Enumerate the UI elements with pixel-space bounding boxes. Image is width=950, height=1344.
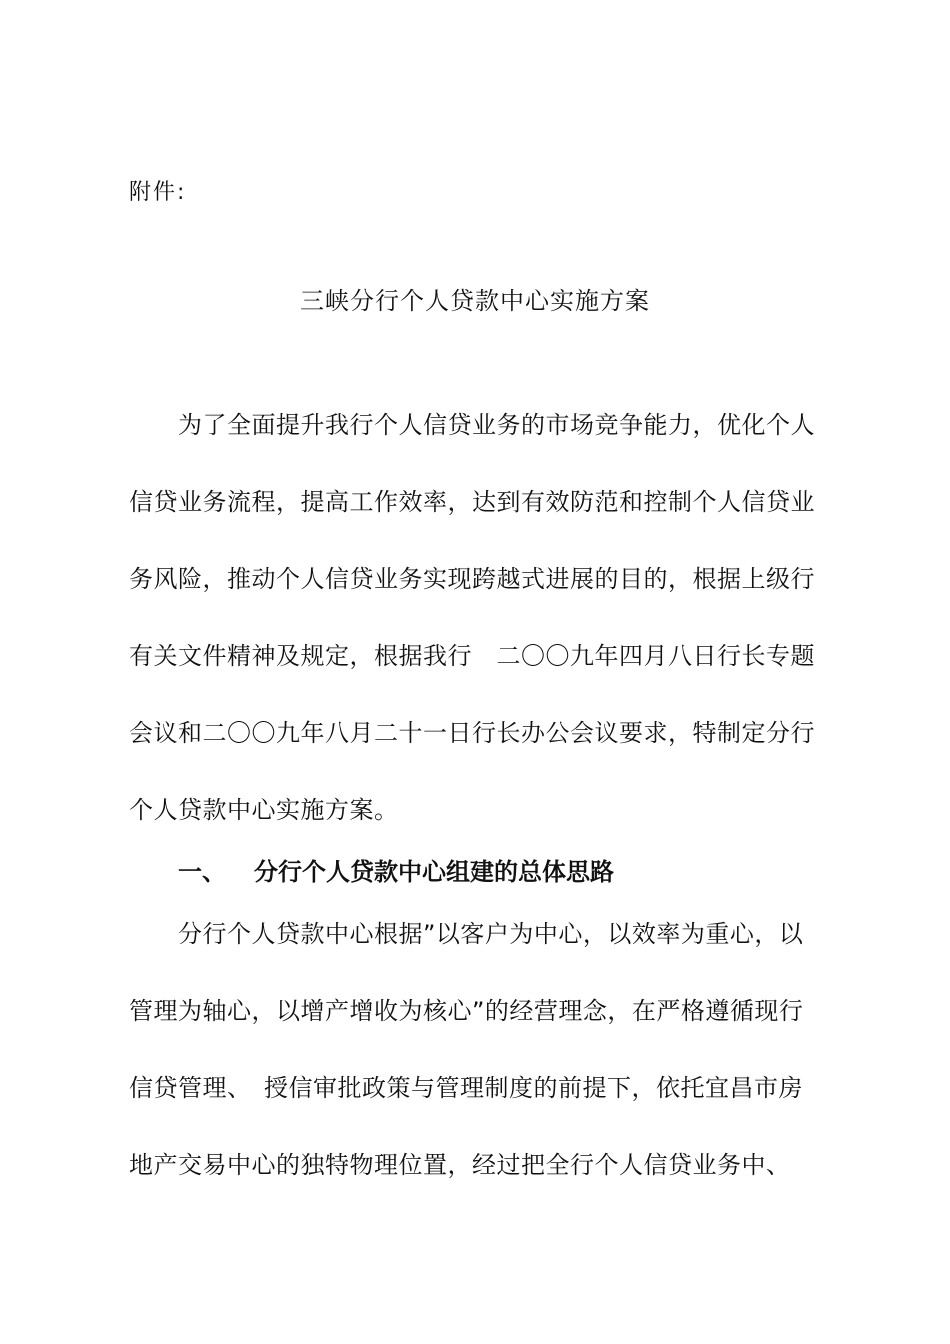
section-heading-1 [178,855,614,889]
intro-line-3: 务风险，推动个人信贷业务实现跨越式进展的目的，根据上级行 [129,565,815,593]
intro-line-2: 信贷业务流程，提高工作效率，达到有效防范和控制个人信贷业 [129,488,815,516]
section-number: 一、 [178,858,226,886]
intro-line-5: 会议和二〇〇九年八月二十一日行长办公会议要求，特制定分行 [129,719,815,747]
attachment-label: 附件: [129,180,187,205]
section1-line-3: 信贷管理、 授信审批政策与管理制度的前提下，依托宜昌市房 [129,1074,803,1102]
intro-line-1: 为了全面提升我行个人信贷业务的市场竞争能力，优化个人 [178,411,815,439]
section1-line-4: 地产交易中心的独特物理位置，经过把全行个人信贷业务中、 [129,1151,791,1179]
section1-line-2: 管理为轴心，以增产增收为核心”的经营理念，在严格遵循现行 [129,997,804,1025]
document-title: 三峡分行个人贷款中心实施方案 [300,287,650,315]
intro-line-4: 有关文件精神及规定，根据我行 二〇〇九年四月八日行长专题 [129,642,815,670]
section-heading-text: 分行个人贷款中心组建的总体思路 [254,858,614,886]
intro-line-6: 个人贷款中心实施方案。 [129,796,399,824]
section1-line-1: 分行个人贷款中心根据”以客户为中心，以效率为重心，以 [178,920,804,948]
